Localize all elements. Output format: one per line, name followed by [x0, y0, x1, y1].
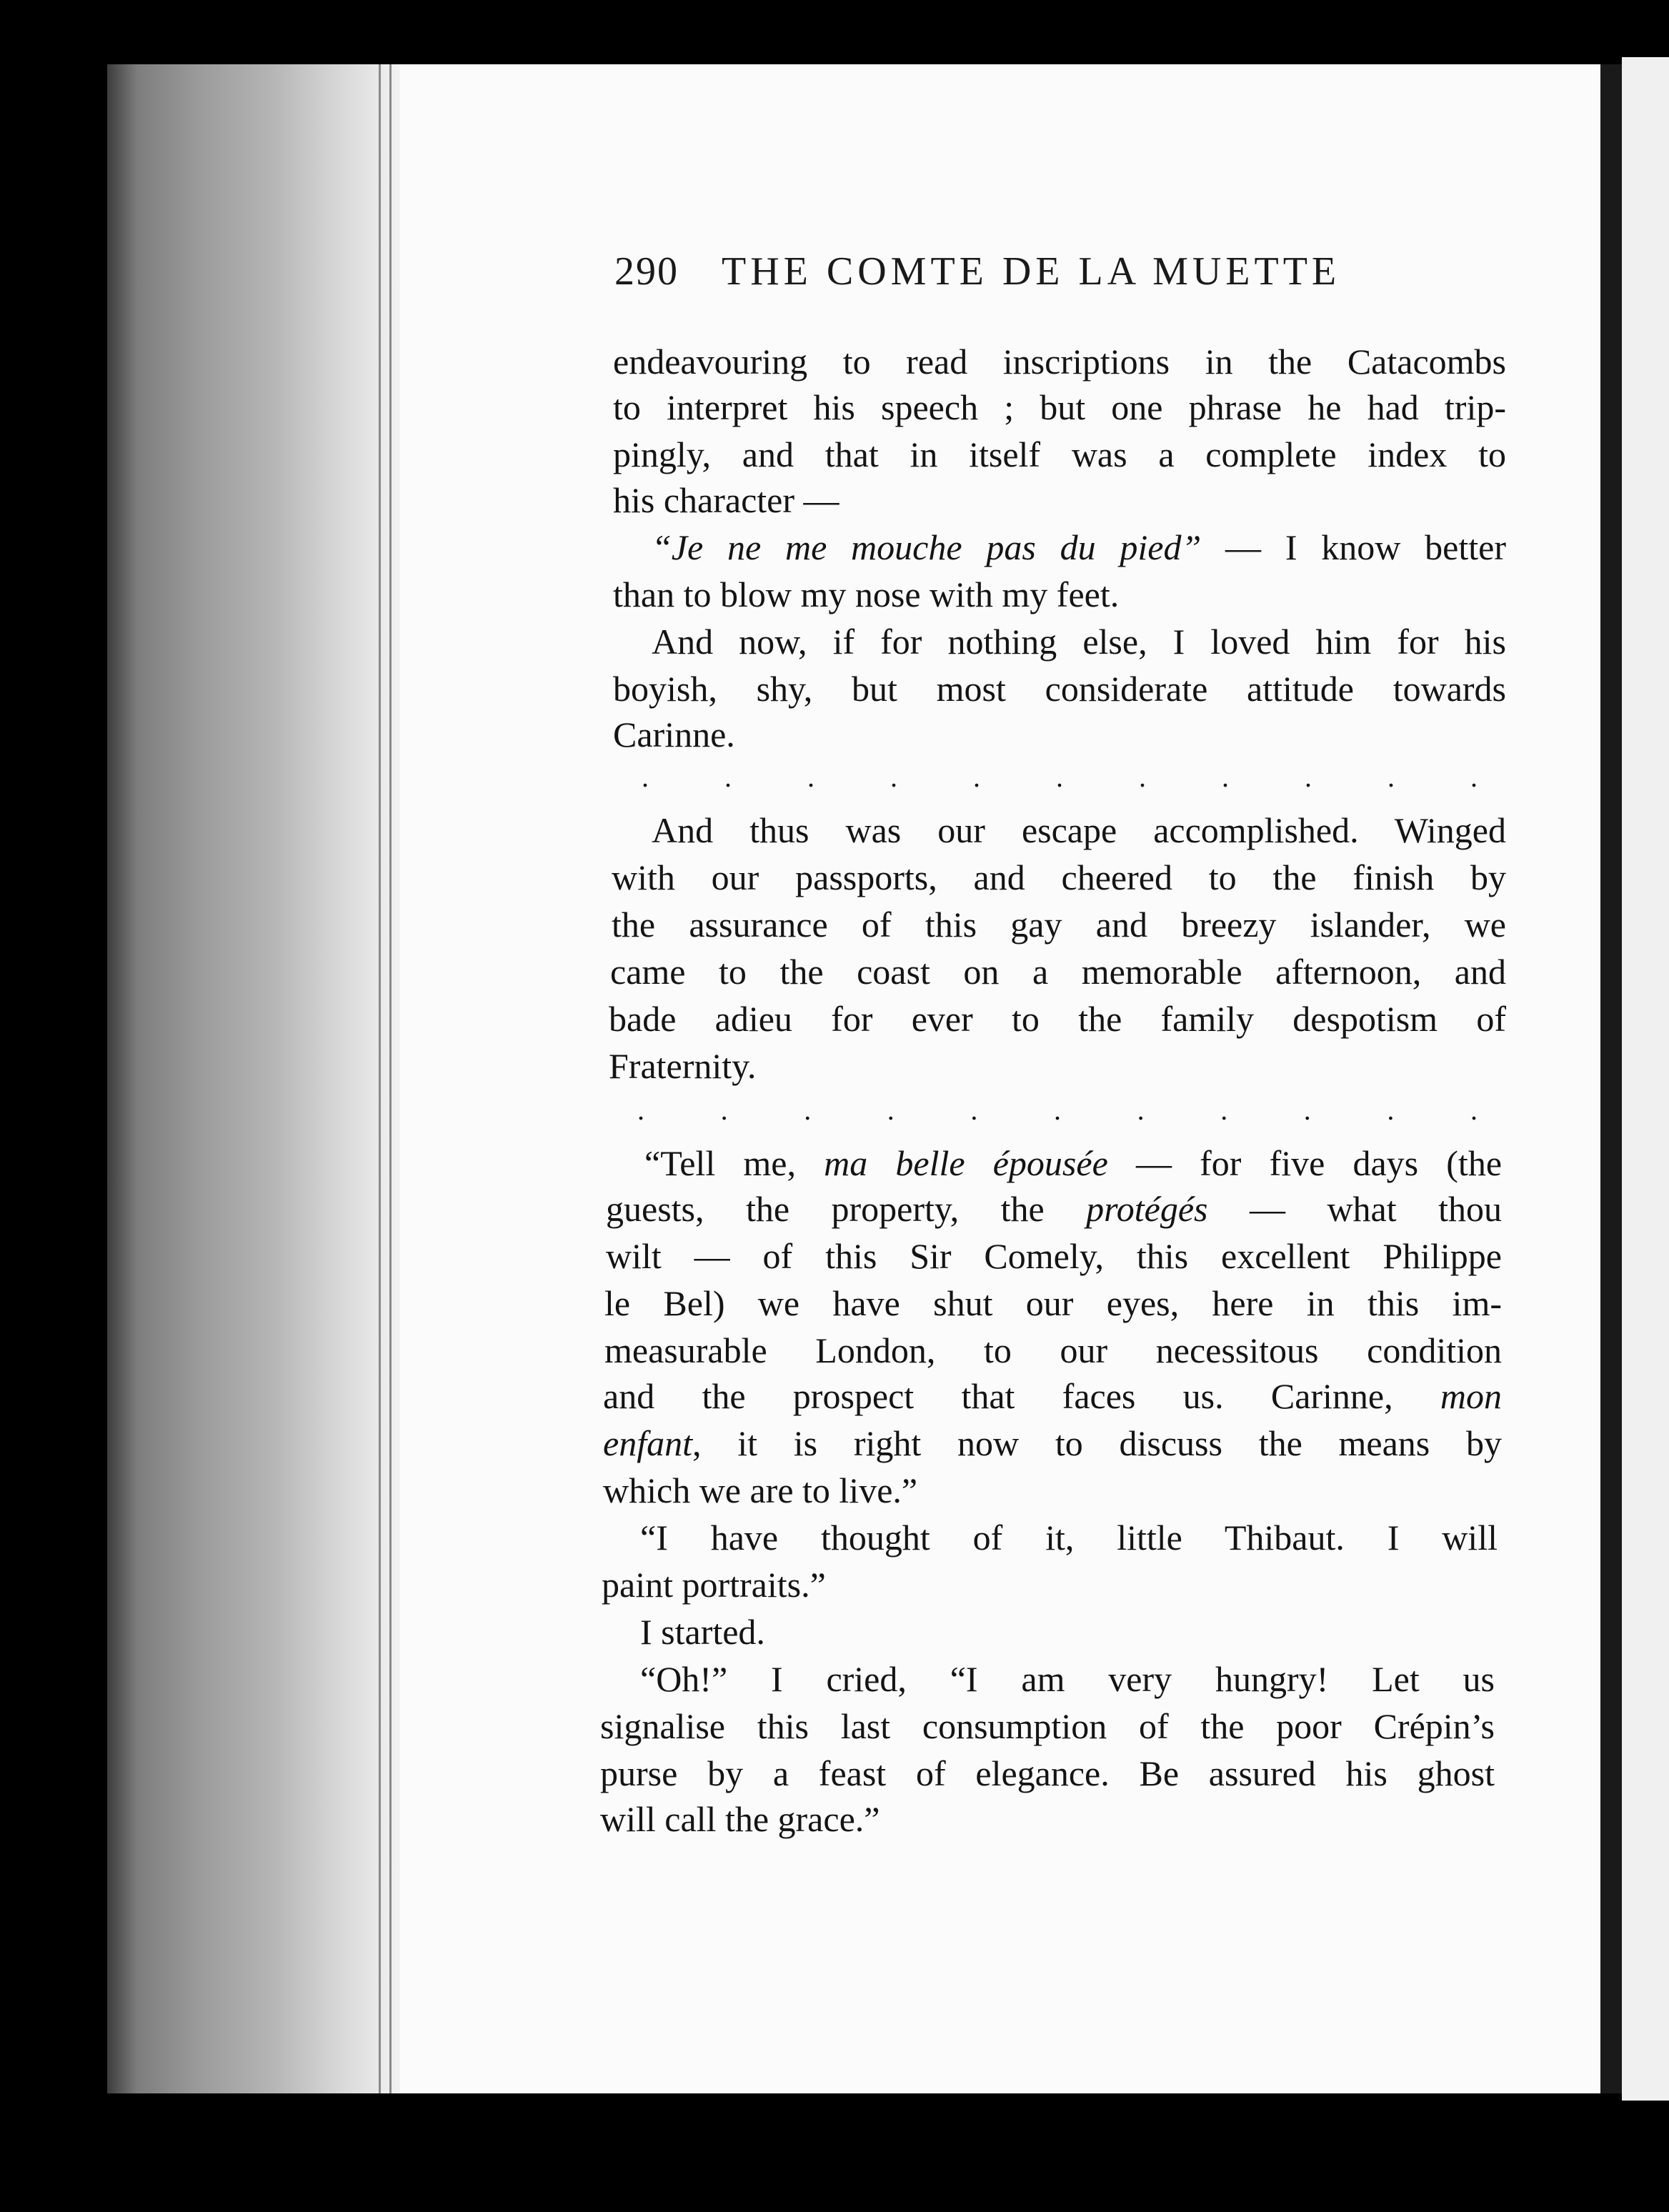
- adjacent-page-sliver: [1622, 57, 1669, 2101]
- text-line: bade adieu for ever to the family despotism of: [609, 999, 1506, 1039]
- text-line: Carinne.: [613, 714, 735, 754]
- text-line: guests, the property, the protégés — what thou: [606, 1189, 1502, 1229]
- text-line: Fraternity.: [609, 1046, 757, 1086]
- running-title: THE COMTE DE LA MUETTE: [722, 249, 1341, 294]
- text-line: le Bel) we have shut our eyes, here in this im-: [604, 1283, 1502, 1323]
- section-break-dots: . . . . . . . . . . .: [637, 1094, 1478, 1126]
- page-gutter-shadow: [1600, 64, 1622, 2093]
- text-line: pingly, and that in itself was a complete index to: [613, 434, 1506, 474]
- page-edge-line: [379, 64, 381, 2093]
- section-break-dots: . . . . . . . . . . .: [642, 761, 1478, 793]
- text-line: measurable London, to our necessitous condition: [604, 1330, 1502, 1370]
- text-line: “I have thought of it, little Thibaut. I will: [640, 1518, 1498, 1558]
- text-line: paint portraits.”: [602, 1565, 826, 1605]
- text-line: endeavouring to read inscriptions in the Catacombs: [613, 342, 1506, 382]
- text-line: “Tell me, ma belle épousée — for five days (the: [644, 1143, 1502, 1183]
- text-line: “Oh!” I cried, “I am very hungry! Let us: [640, 1659, 1495, 1699]
- text-line: came to the coast on a memorable afternoon, and: [610, 952, 1506, 992]
- page-edge-line: [389, 64, 392, 2093]
- text-line: boyish, shy, but most considerate attitude towards: [613, 669, 1506, 709]
- page-number: 290: [614, 249, 679, 294]
- text-line: purse by a feast of elegance. Be assured his ghost: [600, 1753, 1495, 1793]
- text-line: with our passports, and cheered to the finish by: [612, 857, 1506, 897]
- text-line: than to blow my nose with my feet.: [613, 574, 1120, 614]
- running-head: [614, 249, 1486, 294]
- text-line: will call the grace.”: [600, 1799, 880, 1839]
- text-line: to interpret his speech ; but one phrase he had trip-: [613, 387, 1506, 427]
- text-line: And thus was our escape accomplished. Winged: [652, 810, 1506, 850]
- text-line: enfant, it is right now to discuss the means by: [603, 1423, 1502, 1463]
- text-line: his character —: [613, 480, 840, 520]
- book-page-edges: [107, 64, 407, 2093]
- text-line: the assurance of this gay and breezy islander, we: [612, 905, 1506, 945]
- text-line: And now, if for nothing else, I loved him for his: [652, 622, 1506, 662]
- text-line: signalise this last consumption of the poor Crépin’s: [600, 1706, 1495, 1746]
- text-line: wilt — of this Sir Comely, this excellent Philippe: [606, 1236, 1502, 1276]
- french-phrase: “Je ne me mouche pas du pied”: [652, 527, 1202, 567]
- text-line: which we are to live.”: [603, 1470, 918, 1510]
- text-line: I started.: [640, 1612, 765, 1652]
- text-line-quote: “Je ne me mouche pas du pied” — I know better: [652, 527, 1506, 567]
- text-line: and the prospect that faces us. Carinne, mon: [603, 1376, 1502, 1416]
